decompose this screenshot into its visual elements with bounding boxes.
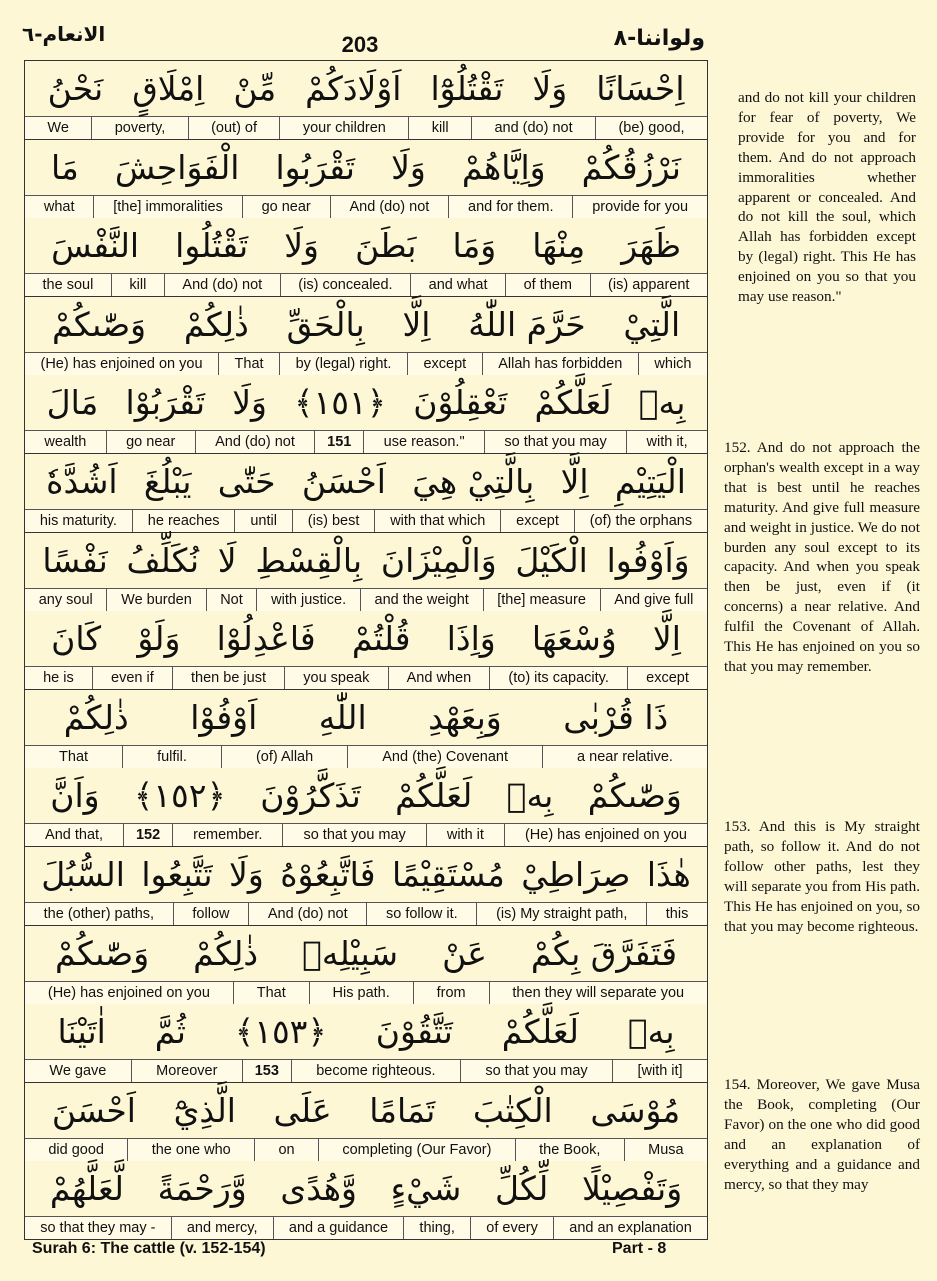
verse-number: 152 [123,824,172,846]
english-gloss: fulfil. [122,746,221,768]
english-gloss: We burden [106,589,205,611]
english-gloss: (is) best [292,510,374,532]
english-gloss: (He) has enjoined on you [504,824,707,846]
english-gloss: (of) Allah [221,746,347,768]
english-gloss: so that you may [484,431,626,453]
arabic-word: وَلَوْ [137,619,181,659]
english-gloss: the (other) paths, [43,905,155,922]
verse-row [25,218,707,297]
english-gloss: thing, [403,1217,470,1239]
english-gloss: with that which [374,510,500,532]
arabic-word: الَّتِيْ [623,304,681,344]
english-gloss: with justice. [256,589,359,611]
english-gloss: And (do) not [195,431,315,453]
english-gloss: and (do) not [471,117,595,139]
english-gloss-line [25,1059,707,1082]
english-gloss: by (legal) right. [279,353,407,375]
arabic-word: ﴿١٥١﴾ [294,383,387,423]
arabic-line [25,297,707,352]
english-gloss-line [25,430,707,453]
arabic-word: اَشُدَّهٗ [46,461,118,501]
arabic-word: اَحْسَنَ [51,1090,136,1130]
verse-row [25,61,707,140]
arabic-word: تَقْتُلُوا [175,226,249,266]
english-gloss: kill [408,117,471,139]
arabic-word: لَّعَلَّهُمْ [49,1169,124,1209]
arabic-word: تَقْتُلُوْٓا [430,69,504,108]
english-gloss: And that, [45,827,104,844]
english-gloss: We gave [49,1063,107,1080]
arabic-word: اِلَّا [560,461,589,501]
verse-row [25,1004,707,1083]
arabic-word: اَوْفُوْا [190,697,258,737]
english-gloss: [the] measure [483,589,600,611]
arabic-word: لَعَلَّكُمْ [501,1012,579,1052]
arabic-word: وَلَا [391,147,426,187]
english-gloss: poverty, [91,117,187,139]
english-gloss: his maturity. [39,512,117,529]
arabic-word: وَلَا [232,383,267,423]
english-gloss: And (the) Covenant [347,746,542,768]
verse-row [25,297,707,376]
english-gloss-line [25,352,707,375]
arabic-word: تَمَامًا [369,1090,436,1130]
english-gloss: remember. [172,824,282,846]
arabic-word: وَصّٰىكُمْ [51,304,147,344]
english-gloss: your children [279,117,408,139]
arabic-word: اٰتَيْنَا [57,1012,106,1052]
arabic-word: ذٰلِكُمْ [193,933,259,973]
english-gloss: [with it] [612,1060,707,1082]
english-gloss-line [25,588,707,611]
english-gloss: then be just [172,667,284,689]
english-gloss: except [500,510,574,532]
english-gloss-line [25,666,707,689]
arabic-line [25,454,707,509]
english-gloss: so that you may [460,1060,612,1082]
english-gloss-line [25,1216,707,1239]
english-gloss: except [627,667,707,689]
english-gloss: on [254,1139,318,1161]
arabic-word: اِلَّا [652,619,681,659]
arabic-line [25,140,707,195]
english-gloss-line [25,509,707,532]
arabic-word: بِالَّتِيْ هِيَ [412,461,535,501]
arabic-word: بَطَنَ [355,226,417,266]
arabic-word: وَتَفْصِيْلًا [582,1169,683,1209]
arabic-word: الْيَتِيْمِ [614,461,686,501]
arabic-line [25,533,707,588]
arabic-line [25,768,707,823]
english-gloss: any soul [38,591,93,608]
verse-row [25,611,707,690]
arabic-word: النَّفْسَ [51,226,140,266]
arabic-word: عَنْ [442,933,487,973]
verse-row [25,847,707,926]
english-gloss: so that they may - [40,1220,156,1237]
arabic-word: وَّهُدًى [280,1169,357,1209]
english-gloss: from [413,982,489,1004]
english-gloss: he reaches [132,510,235,532]
arabic-word: تَقْرَبُوْا [125,383,206,423]
english-gloss: [the] immoralities [93,196,241,218]
english-gloss: (is) My straight path, [476,903,646,925]
arabic-word: مِّنْ [233,69,277,108]
english-gloss: (to) its capacity. [489,667,627,689]
surah-header-label: الانعام-٦ [22,22,106,46]
verse-row [25,1161,707,1240]
english-gloss-line [25,1138,707,1161]
arabic-line [25,1083,707,1138]
english-gloss: the soul [42,277,94,294]
arabic-word: مَا [51,147,79,187]
verse-row [25,1083,707,1162]
english-gloss: except [407,353,482,375]
verse-row [25,454,707,533]
english-gloss: And (do) not [164,274,280,296]
verse-row [25,926,707,1005]
arabic-word: بِالْقِسْطِ [255,540,363,580]
english-gloss: and for them. [448,196,572,218]
arabic-word: اِلَّا [402,304,431,344]
english-gloss: Not [206,589,257,611]
arabic-word: ﴿١٥٢﴾ [133,776,226,816]
english-gloss: so that you may [282,824,425,846]
arabic-word: ذٰلِكُمْ [183,304,249,344]
english-gloss: (of) the orphans [574,510,707,532]
verse-row [25,140,707,219]
translation-paragraph: 154. Moreover, We gave Musa the Book, completing (Our Favor) on the one who did good and an explanation of everything and a guidance and mercy, so that they may [724,1076,920,1193]
arabic-word: مَالَ [46,383,99,423]
arabic-word: الْفَوَاحِشَ [114,147,240,187]
arabic-word: نُكَلِّفُ [126,540,200,580]
english-gloss: of every [470,1217,553,1239]
english-gloss: then they will separate you [489,982,708,1004]
english-gloss: provide for you [572,196,707,218]
arabic-word: ذٰلِكُمْ [63,697,129,737]
page-number: 203 [341,32,379,57]
arabic-word: بِالْحَقِّ [286,304,365,344]
english-gloss: kill [111,274,164,296]
arabic-word: ﴿١٥٣﴾ [234,1012,327,1052]
english-gloss: with it, [626,431,707,453]
english-gloss: go near [242,196,330,218]
arabic-word: سَبِيْلِهٖ [302,933,399,973]
verse-row [25,533,707,612]
arabic-word: السُّبُلَ [41,854,125,894]
english-gloss: (is) apparent [590,274,707,296]
arabic-word: اَحْسَنُ [301,461,386,501]
arabic-word: وَلَا [532,69,568,108]
arabic-word: فَاعْدِلُوْا [216,619,316,659]
arabic-word: ثُمَّ [154,1012,186,1052]
arabic-word: تَتَّقُوْنَ [375,1012,453,1052]
english-gloss: and mercy, [171,1217,273,1239]
english-gloss-line [25,823,707,846]
english-gloss: And give full [600,589,707,611]
english-gloss-line [25,981,707,1004]
english-gloss: We [47,120,69,136]
verse-number: 153 [242,1060,291,1082]
arabic-word: تَعْقِلُوْنَ [413,383,508,423]
translation-paragraph: 152. And do not approach the orphan's wealth except in a way that is best until he reaches maturity. And give full measure and weight in justice. We do not burden any soul except to its capacity. And when you speak then be just, even if (it concerns) a near relative. And fulfil the Covenant of Allah. This He has enjoined on you so that you may remember. [724,439,920,675]
english-gloss: follow [173,903,248,925]
english-gloss: That [233,982,309,1004]
arabic-word: كَانَ [51,619,102,659]
english-gloss: go near [106,431,195,453]
arabic-word: فَاتَّبِعُوْهُ [280,854,376,894]
english-gloss: until [234,510,291,532]
arabic-word: لِّكُلِّ [495,1169,549,1209]
footer-part: Part - 8 [612,1240,667,1257]
arabic-word: اَوْلَادَكُمْ [305,69,402,108]
english-gloss: the Book, [515,1139,624,1161]
arabic-word: لَا [217,540,237,580]
arabic-word: الَّذِيْٓ [173,1090,236,1130]
arabic-word: حَرَّمَ اللّٰهُ [468,304,586,344]
verse-row [25,768,707,847]
english-gloss: That [59,748,89,765]
arabic-word: مُوْسَى [590,1090,681,1130]
arabic-word: وَلَا [284,226,319,266]
translation-paragraph: 153. And this is My straight path, so follow it. And do not follow other paths, lest they will separate you from His path. This He has enjoined on you, so that you may become righteous. [724,818,920,935]
english-gloss: did good [48,1141,104,1158]
english-gloss: use reason." [363,431,484,453]
english-gloss: and a guidance [273,1217,404,1239]
english-gloss: you speak [284,667,387,689]
english-gloss-line [25,195,707,218]
english-gloss: become righteous. [291,1060,460,1082]
word-by-word-grid [24,60,708,1240]
english-gloss: And when [388,667,490,689]
verse-row [25,375,707,454]
arabic-word: وَاِيَّاهُمْ [461,147,546,187]
arabic-word: فَتَفَرَّقَ بِكُمْ [530,933,677,973]
english-gloss: which [638,353,707,375]
arabic-word: لَعَلَّكُمْ [395,776,473,816]
english-gloss: And (do) not [330,196,449,218]
arabic-word: نَحْنُ [47,69,104,108]
arabic-word: نَفْسًا [42,540,108,580]
english-gloss: so follow it. [366,903,476,925]
footer-surah: Surah 6: The cattle (v. 152-154) [32,1240,266,1257]
english-gloss: and the weight [360,589,483,611]
english-gloss: completing (Our Favor) [318,1139,515,1161]
verse-number: 151 [314,431,363,453]
english-gloss: And (do) not [248,903,366,925]
arabic-word: الْكَيْلَ [515,540,588,580]
arabic-line [25,61,707,116]
arabic-line [25,847,707,902]
english-gloss: Allah has forbidden [482,353,638,375]
english-gloss-line [25,116,707,139]
english-gloss: and an explanation [553,1217,707,1239]
english-gloss: of them [505,274,589,296]
arabic-word: قُلْتُمْ [351,619,411,659]
arabic-word: تَقْرَبُوا [275,147,355,187]
arabic-word: وَاَوْفُوا [606,540,690,580]
arabic-line [25,375,707,430]
english-gloss: with it [426,824,504,846]
arabic-word: اِحْسَانًا [596,69,685,108]
english-gloss: His path. [309,982,413,1004]
english-gloss: this [646,903,707,925]
arabic-line [25,611,707,666]
english-gloss: (He) has enjoined on you [47,984,210,1001]
english-gloss: the one who [127,1139,254,1161]
arabic-word: شَيْءٍ [390,1169,462,1209]
english-gloss: wealth [44,434,87,451]
arabic-word: وُسْعَهَا [531,619,617,659]
arabic-word: وَمَا [452,226,497,266]
arabic-word: حَتّٰى [217,461,276,501]
arabic-word: يَبْلُغَ [143,461,192,501]
arabic-line [25,926,707,981]
verse-row [25,690,707,769]
arabic-word: تَذَكَّرُوْنَ [260,776,361,816]
english-gloss-line [25,273,707,296]
english-gloss: and what [410,274,505,296]
english-gloss: Moreover [131,1060,242,1082]
arabic-word: عَلَى [273,1090,332,1130]
arabic-word: صِرَاطِيْ [521,854,631,894]
arabic-word: تَتَّبِعُوا [141,854,213,894]
arabic-word: الْكِتٰبَ [472,1090,553,1130]
arabic-word: وَّرَحْمَةً [157,1169,247,1209]
arabic-word: وَالْمِيْزَانَ [380,540,497,580]
translation-paragraph: and do not kill your children for fear of poverty, We provide for you and for them. And do not approach immoralities whether apparent or concealed. And do not kill the soul, which Allah has forbidden except by (legal) right. This He has enjoined on you so that you may use reason." [738,89,916,306]
arabic-word: وَبِعَهْدِ [428,697,502,737]
english-gloss: That [218,353,279,375]
english-gloss: a near relative. [542,746,707,768]
english-gloss: (is) concealed. [280,274,410,296]
arabic-word: مِنْهَا [532,226,586,266]
arabic-word: ذَا قُرْبٰى [563,697,669,737]
juz-header-label: ولواننا-٨ [613,26,705,51]
english-gloss: (out) of [188,117,280,139]
english-gloss: (He) has enjoined on you [40,355,203,372]
english-gloss: Musa [624,1139,707,1161]
english-gloss: (be) good, [595,117,707,139]
arabic-word: نَرْزُقُكُمْ [581,147,681,187]
arabic-word: وَصّٰىكُمْ [55,933,150,973]
arabic-word: بِهٖ [627,1012,675,1052]
arabic-word: وَاَنَّ [50,776,100,816]
english-gloss-line [25,745,707,768]
arabic-word: وَاِذَا [446,619,496,659]
arabic-word: بِهٖ [638,383,686,423]
arabic-word: لَعَلَّكُمْ [534,383,612,423]
arabic-line [25,690,707,745]
arabic-word: وَلَا [229,854,264,894]
arabic-line [25,218,707,273]
arabic-word: مُسْتَقِيْمًا [391,854,505,894]
arabic-word: اِمْلَاقٍ [132,69,205,108]
arabic-word: بِهٖ [506,776,554,816]
arabic-word: هٰذَا [646,854,691,894]
arabic-line [25,1161,707,1216]
arabic-word: ظَهَرَ [621,226,681,266]
english-gloss: what [43,198,75,215]
english-gloss: even if [92,667,172,689]
english-gloss-line [25,902,707,925]
arabic-word: اللّٰهِ [318,697,367,737]
arabic-word: وَصّٰىكُمْ [587,776,682,816]
arabic-line [25,1004,707,1059]
english-gloss: he is [43,670,74,687]
